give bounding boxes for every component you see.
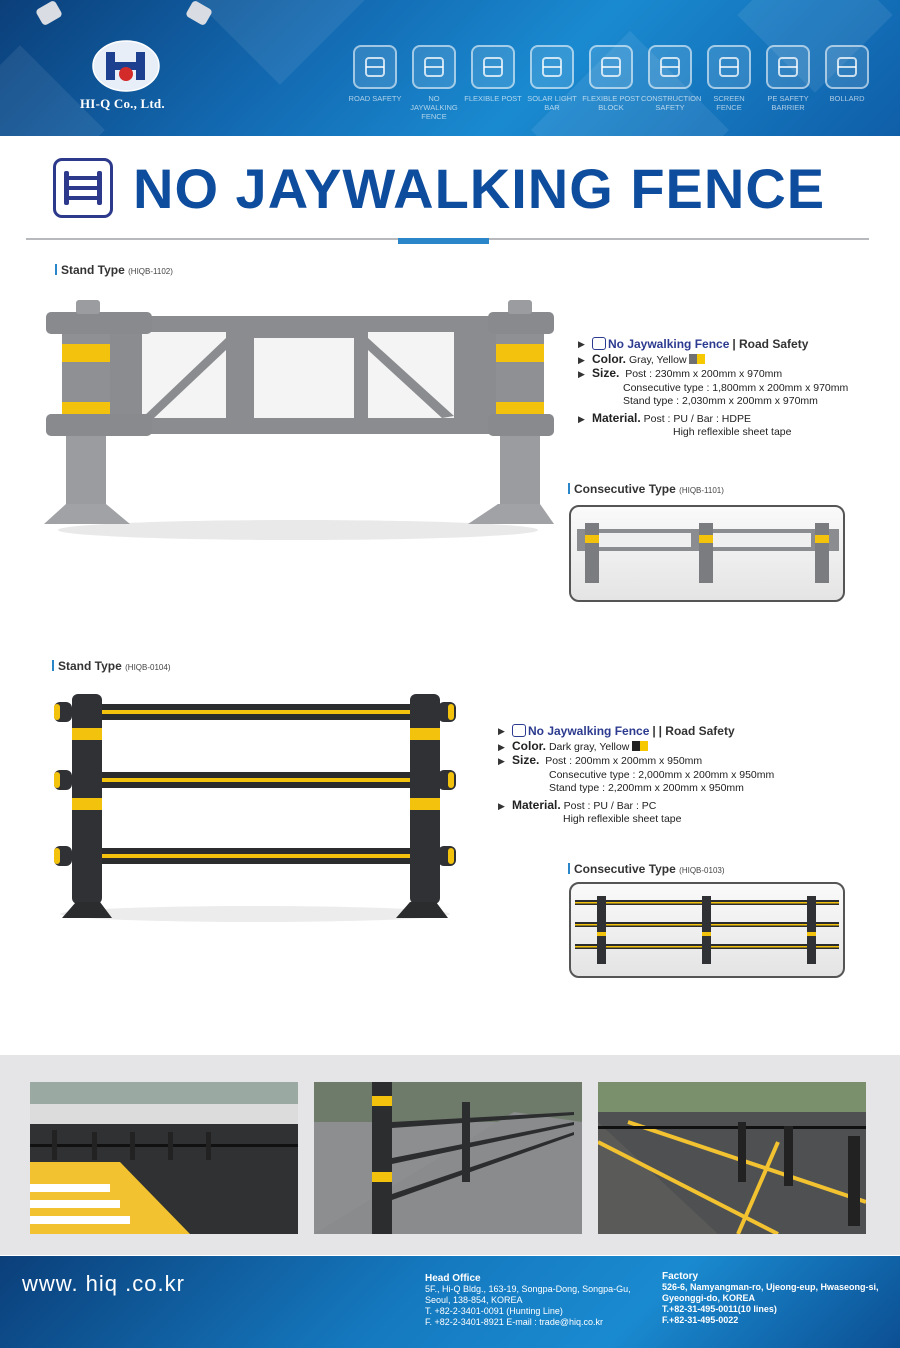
company-name: HI-Q Co., Ltd. [80,96,165,111]
category-construction[interactable] [641,45,702,112]
category-post[interactable] [464,45,522,103]
consecutive-gray-fence-image [569,505,845,602]
category-post-block[interactable] [582,45,640,112]
category-label: PE SAFETY BARRIER [767,94,809,112]
category-label: FLEXIBLE POST [464,94,522,103]
consecutive-type-label-1: Consecutive Type (HIQB-1101) [568,482,724,496]
screen-fence-icon [707,45,751,89]
category-label: CONSTRUCTION SAFETY [641,94,702,112]
installation-photo-2 [314,1082,582,1234]
spec-block-1: ▶ No Jaywalking Fence | Road Safety ▶ Color. Gray, Yellow ▶ Size. Post : 230mm x 200mm x 970mm Consecutive type : 1,800mm x 200mm x 970mm Stand type : 2,030mm x 200mm x 970mm ▶ Material. Post : PU / Bar : HDPE High reflexible sheet tape [578,337,849,438]
divider-accent [398,238,489,244]
spec-block-2: ▶ No Jaywalking Fence | | Road Safety ▶ Color. Dark gray, Yellow ▶ Size. Post : 200mm x 200mm x 950mm Consecutive type : 2,000mm x 200mm x 950mm Stand type : 2,200mm x 200mm x 950mm ▶ Material. Post : PU / Bar : PC High reflexible sheet tape [498,724,775,825]
category-label: ROAD SAFETY [348,94,402,103]
category-solar[interactable] [523,45,581,112]
fence-icon [512,724,526,737]
category-bollard[interactable] [818,45,876,103]
post-block-icon [589,45,633,89]
installation-photo-1 [30,1082,298,1234]
fence-icon [592,337,606,350]
company-logo [92,40,160,92]
spotlight-icon [35,0,63,26]
category-label: SCREEN FENCE [713,94,745,112]
road-icon [353,45,397,89]
stand-type-label-2: Stand Type (HIQB-0104) [52,659,171,673]
yellow-swatch [640,741,648,751]
header-banner [0,0,900,136]
category-label: NO JAYWALKING FENCE [410,94,458,121]
category-label: SOLAR LIGHT BAR [527,94,577,112]
installation-photo-3 [598,1082,866,1234]
construction-icon [648,45,692,89]
consecutive-dark-fence-image [569,882,845,978]
page-title: NO JAYWALKING FENCE [133,157,826,220]
head-office-info: Head Office 5F., Hi-Q Bldg., 163-19, Songpa-Dong, Songpa-Gu, Seoul, 138-854, KOREA T. +82-2-3401-0091 (Hunting Line) F. +82-2-3401-8921 E-mail : trade@hiq.co.kr [425,1273,631,1327]
gray-swatch [689,354,697,364]
consecutive-type-label-2: Consecutive Type (HIQB-0103) [568,862,725,876]
fence-icon [53,158,113,218]
category-label: BOLLARD [829,94,865,103]
stand-type-label-1: Stand Type (HIQB-1102) [55,263,173,277]
dark-fence-image [50,688,460,928]
category-label: FLEXIBLE POST BLOCK [582,94,640,112]
post-icon [471,45,515,89]
yellow-swatch [697,354,705,364]
gray-fence-image [38,298,558,548]
category-screen-fence[interactable] [700,45,758,112]
factory-info: Factory 526-6, Namyangman-ro, Ujeong-eup, Hwaseong-si, Gyeonggi-do, KOREA T.+82-31-495-0011(10 lines) F.+82-31-495-0022 [662,1271,879,1325]
category-fence[interactable] [405,45,463,121]
website-link[interactable]: www. hiq .co.kr [22,1271,185,1296]
bollard-icon [825,45,869,89]
solar-icon [530,45,574,89]
category-road[interactable] [346,45,404,103]
category-barrier[interactable] [759,45,817,112]
fence-icon [412,45,456,89]
barrier-icon [766,45,810,89]
dark-gray-swatch [632,741,640,751]
